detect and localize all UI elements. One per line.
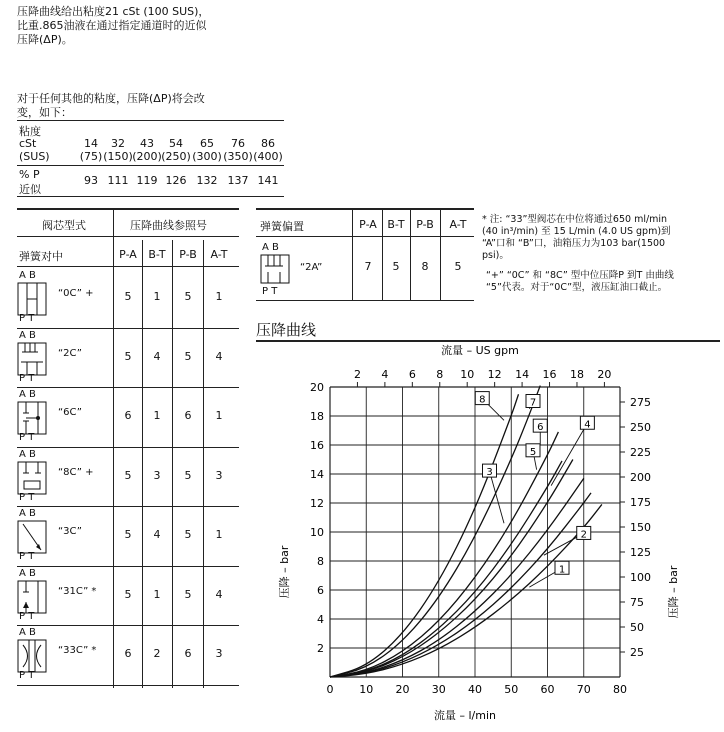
intro-line-3: 压降(ΔP)。 [17, 33, 73, 46]
x2-tick-label: 20 [597, 368, 612, 381]
spool-row-rule [17, 566, 239, 567]
curve-1 [330, 504, 602, 677]
offset-port-pt: P T [262, 286, 278, 297]
sus-value: (150) [103, 150, 133, 163]
x-tick-label: 70 [576, 683, 591, 696]
offset-col-divider [440, 208, 441, 300]
intro-line-1: 压降曲线给出粘度21 cSt (100 SUS)， [17, 5, 210, 18]
x2-tick-label: 6 [408, 368, 416, 381]
sus-value: (300) [192, 150, 222, 163]
x2-tick-label: 10 [460, 368, 475, 381]
cst-value: 54 [169, 137, 183, 150]
curve-ref-value: 5 [124, 290, 132, 303]
note-33-spool [482, 214, 712, 262]
y2-tick-label: 250 [630, 421, 651, 434]
callout-label: 8 [479, 394, 486, 406]
port-pt-label: P T [19, 372, 35, 384]
spool-row-rule [17, 685, 239, 686]
spool-type-label: “31C” * [58, 585, 97, 597]
curve-ref-value: 4 [153, 528, 161, 541]
curve-ref-value: 1 [153, 409, 161, 422]
port-ab-label: A B [19, 329, 36, 341]
curve-2 [330, 493, 591, 677]
curve-ref-value: 3 [215, 468, 223, 482]
note-0c-8c [486, 270, 716, 294]
curve-ref-value: 4 [215, 349, 223, 363]
offset-col-head: P-B [416, 218, 434, 231]
curve-ref-value: 6 [124, 647, 132, 660]
offset-curve-ref: 5 [392, 260, 400, 273]
offset-curve-ref: 7 [364, 260, 372, 273]
y-tick-label: 16 [310, 439, 324, 452]
col-head-p-a: P-A [119, 248, 137, 261]
x-tick-label: 30 [431, 683, 446, 696]
callout-label: 4 [584, 419, 591, 431]
x2-tick-label: 18 [569, 368, 584, 381]
x2-tick-label: 12 [487, 368, 502, 381]
sus-value: (250) [161, 150, 191, 163]
y2-tick-label: 150 [630, 521, 651, 534]
curve-ref-value: 6 [124, 409, 132, 422]
pct-value: 119 [136, 174, 158, 187]
curve-ref-value: 6 [184, 409, 192, 422]
curve-ref-value: 5 [124, 468, 132, 482]
chart-curves [330, 386, 602, 677]
callout-label: 2 [580, 529, 587, 541]
callout-label: 3 [486, 467, 493, 479]
port-ab-label: A B [19, 567, 36, 579]
spool-type-label: “0C” + [58, 288, 94, 299]
other-viscosity-text [17, 92, 205, 120]
curve-7 [330, 386, 540, 677]
note-1-line-4: psi)。 [482, 250, 509, 261]
spool-col-divider [142, 240, 143, 688]
port-pt-label: P T [19, 491, 35, 503]
curve-ref-value: 1 [153, 587, 161, 601]
note-2-line-2: “5”代表。对于“0C”型，液压缸油口截止。 [486, 282, 668, 293]
other-viscosity-line-1: 对于任何其他的粘度，压降(ΔP)将会改 [17, 92, 205, 105]
x-tick-label: 80 [613, 683, 627, 696]
x2-axis-label: 流量 – US gpm [441, 344, 519, 357]
cst-value: 86 [261, 137, 275, 150]
visc-label: 粘度 [19, 125, 41, 138]
spool-table-head-rule [17, 236, 239, 237]
x-axis-label: 流量 – l/min [434, 709, 496, 722]
offset-col-head: P-A [359, 218, 377, 231]
curve-ref-value: 1 [153, 290, 161, 303]
x2-tick-label: 8 [436, 368, 444, 381]
port-pt-label: P T [19, 610, 35, 622]
intro-line-2: 比重.865油液在通过指定通道时的近似 [17, 19, 207, 32]
y-tick-label: 2 [317, 642, 324, 655]
curve-ref-value: 5 [184, 349, 192, 363]
cst-label: cSt [19, 137, 37, 150]
y2-tick-label: 200 [630, 471, 651, 484]
offset-col-divider [410, 208, 411, 300]
pct-label: % P [19, 168, 40, 181]
y-tick-label: 18 [310, 410, 324, 423]
port-ab-label: A B [19, 508, 36, 519]
col-head-p-b: P-B [179, 248, 197, 261]
curve-ref-value: 5 [184, 290, 192, 303]
offset-port-ab: A B [262, 242, 279, 253]
cst-value: 32 [111, 137, 125, 150]
pct-value: 132 [196, 174, 218, 187]
y2-tick-label: 175 [630, 496, 651, 509]
offset-table-top-rule [256, 208, 474, 210]
curve-ref-value: 3 [215, 647, 223, 660]
spool-type-label: “2C” [58, 347, 82, 359]
cst-value: 14 [84, 137, 98, 150]
x2-tick-label: 14 [515, 368, 530, 381]
col-head-a-t: A-T [210, 248, 228, 261]
y-tick-label: 20 [310, 381, 324, 394]
y-tick-label: 12 [310, 497, 324, 510]
offset-col-head: B-T [387, 218, 405, 231]
x-tick-label: 40 [468, 683, 482, 696]
x2-tick-label: 4 [381, 368, 389, 381]
note-1-line-3: “A”口和 “B”口，油箱压力为103 bar(1500 [482, 238, 666, 249]
y-tick-label: 8 [317, 555, 324, 568]
spool-type-label: “33C” * [58, 645, 97, 656]
spool-col-divider [203, 240, 204, 688]
port-pt-label: P T [19, 670, 35, 681]
pct-value: 111 [107, 174, 129, 187]
spool-table-sub-rule [17, 266, 239, 267]
offset-col-head: A-T [449, 218, 467, 231]
visc-table-mid-rule [17, 165, 284, 166]
sus-value: (350) [223, 150, 253, 163]
spool-row-rule [17, 447, 239, 448]
port-ab-label: A B [19, 448, 36, 460]
y2-tick-label: 275 [630, 396, 651, 409]
port-ab-label: A B [19, 389, 36, 400]
x-tick-label: 20 [395, 683, 410, 696]
y2-tick-label: 50 [630, 621, 644, 634]
port-ab-label: A B [19, 627, 36, 638]
note-1-line-2: (40 in³/min) 至 15 L/min (4.0 US gpm)到 [482, 226, 671, 237]
head-curve-ref: 压降曲线参照号 [130, 219, 207, 232]
offset-curve-ref: 5 [454, 260, 462, 273]
spool-row-rule [17, 625, 239, 626]
y2-tick-label: 25 [630, 646, 644, 659]
callout-label: 6 [537, 422, 544, 434]
cst-value: 43 [140, 137, 154, 150]
callout-label: 1 [558, 564, 566, 576]
x2-tick-label: 16 [542, 368, 557, 381]
offset-curve-ref: 8 [421, 260, 429, 273]
pct-value: 137 [227, 174, 249, 187]
x-tick-label: 60 [540, 683, 555, 696]
port-pt-label: P T [19, 432, 35, 443]
cst-value: 65 [200, 137, 214, 150]
curve-ref-value: 4 [153, 349, 161, 363]
pct-value: 141 [257, 174, 279, 187]
curve-ref-value: 2 [153, 647, 161, 660]
spool-row-rule [17, 328, 239, 329]
spool-type-label: “3C” [58, 526, 82, 537]
sus-value: (400) [253, 150, 283, 163]
approx-label: 近似 [19, 183, 41, 196]
port-ab-label: A B [19, 270, 36, 281]
callout-leader [551, 423, 587, 485]
y-tick-label: 10 [310, 526, 324, 539]
curve-ref-value: 5 [184, 528, 192, 541]
sus-value: (200) [132, 150, 162, 163]
visc-table-top-rule [17, 120, 284, 121]
curve-ref-value: 5 [124, 587, 132, 601]
callout-label: 5 [529, 446, 537, 458]
pct-value: 126 [165, 174, 187, 187]
y2-tick-label: 75 [630, 596, 644, 609]
y-tick-label: 14 [310, 468, 324, 481]
y2-tick-label: 125 [630, 546, 651, 559]
sus-value: (75) [79, 150, 103, 163]
cst-value: 76 [231, 137, 245, 150]
y2-tick-label: 225 [630, 446, 651, 459]
curve-ref-value: 1 [215, 409, 223, 422]
spool-row-rule [17, 387, 239, 388]
x-tick-label: 10 [359, 683, 374, 696]
port-pt-label: P T [19, 313, 35, 324]
offset-table-bottom-rule [256, 300, 474, 301]
visc-table-bottom-rule [17, 196, 284, 197]
curve-ref-value: 1 [215, 528, 223, 541]
curve-ref-value: 5 [124, 349, 132, 363]
curve-ref-value: 5 [184, 468, 192, 482]
head-spring-offset: 弹簧偏置 [260, 220, 304, 233]
y-tick-label: 4 [317, 613, 324, 626]
other-viscosity-line-2: 变，如下： [17, 106, 72, 119]
sus-label: (SUS) [19, 150, 50, 163]
spool-table-top-rule [17, 208, 239, 210]
offset-col-divider [382, 208, 383, 300]
pressure-drop-chart [270, 340, 720, 730]
x-tick-label: 0 [326, 683, 334, 696]
x-tick-label: 50 [504, 683, 519, 696]
pct-value: 93 [84, 174, 98, 187]
curve-ref-value: 1 [215, 290, 223, 303]
spool-2a-symbol-icon [260, 254, 290, 288]
curve-ref-value: 6 [184, 647, 192, 660]
callout-label: 7 [529, 397, 537, 409]
curve-ref-value: 3 [153, 468, 161, 482]
chart-title: 压降曲线 [256, 321, 317, 339]
x2-tick-label: 2 [353, 368, 361, 381]
port-pt-label: P T [19, 551, 35, 562]
spool-col-divider [172, 240, 173, 688]
intro-text [17, 5, 209, 47]
note-1-line-1: * 注: “33”型阀芯在中位将通过650 ml/min [482, 214, 668, 225]
spool-row-rule [17, 506, 239, 507]
spool-2a-label: “2A” [300, 262, 323, 273]
col-head-b-t: B-T [148, 248, 166, 261]
curve-ref-value: 5 [184, 587, 192, 601]
y-tick-label: 6 [317, 584, 324, 597]
head-spool-type: 阀芯型式 [42, 219, 86, 232]
curve-ref-value: 4 [215, 587, 223, 601]
y2-tick-label: 100 [630, 571, 651, 584]
sub-spring-centered: 弹簧对中 [19, 250, 63, 263]
curve-ref-value: 5 [124, 528, 132, 541]
y2-axis-label: 压降 – bar [667, 565, 680, 619]
y-axis-label: 压降 – bar [278, 545, 291, 599]
spool-type-label: “8C” + [58, 466, 94, 478]
offset-table-head-rule [256, 236, 474, 237]
note-2-line-1: “+” “0C” 和 “8C” 型中位压降P 到T 由曲线 [486, 270, 674, 281]
spool-type-label: “6C” [58, 407, 82, 418]
spool-table-divider [113, 208, 114, 688]
